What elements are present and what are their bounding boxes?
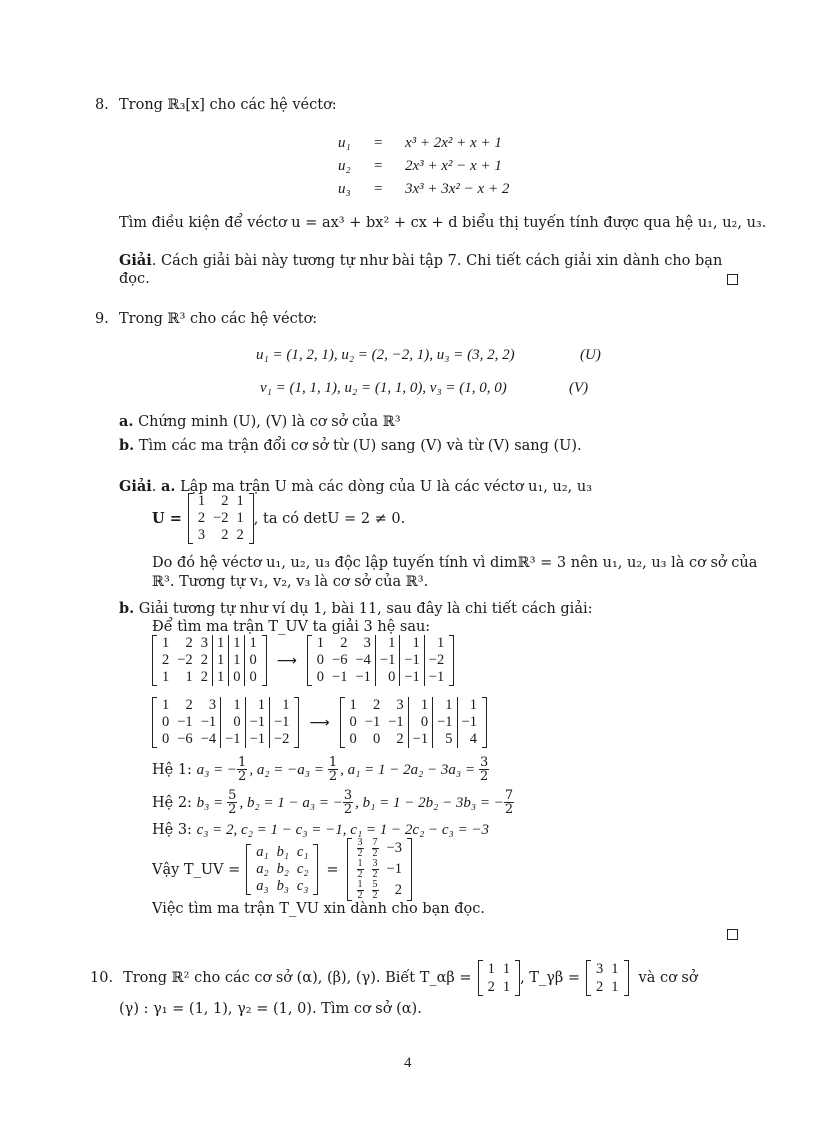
p8-eq2-left: u₂ xyxy=(338,158,351,174)
Tval-cell: −1 xyxy=(386,861,402,877)
M2-row xyxy=(592,960,623,978)
aug-matrix-2 xyxy=(307,635,454,686)
page-number: 4 xyxy=(404,1055,412,1071)
aug3-row xyxy=(158,714,293,731)
Tsym-row xyxy=(252,844,312,861)
aug2-cell: 1 xyxy=(400,635,424,652)
p10-text2: và cơ sở xyxy=(638,970,698,986)
aug2-cell: 1 xyxy=(424,635,448,652)
Umat-cell: 2 xyxy=(197,510,206,526)
T-value-matrix xyxy=(347,838,412,901)
he1-label: Hệ 1: xyxy=(152,761,192,778)
aug2-cell: −4 xyxy=(355,652,371,668)
aug2-row xyxy=(313,635,448,652)
aug1-cell: 2 xyxy=(162,652,170,668)
aug3-cell: −4 xyxy=(200,731,217,747)
Umat-cell: 2 xyxy=(221,527,229,543)
aug2-cell: 1 xyxy=(316,635,325,651)
he2-frac-1 xyxy=(227,789,237,816)
M1-cell: 1 xyxy=(502,979,511,995)
aug2-cell: −1 xyxy=(375,652,399,669)
aug3-cell: −1 xyxy=(245,731,269,748)
p8-eq3-sign: = xyxy=(374,181,383,197)
Umat-cell: 3 xyxy=(197,527,206,543)
aug3-cell: 1 xyxy=(270,697,294,714)
aug1-cell: 1 xyxy=(212,669,228,686)
p8-eq2-right: 2x³ + x² − x + 1 xyxy=(405,158,502,174)
he1-f3-den: 2 xyxy=(480,769,489,784)
Tval-cell: $\frac{1}{2}$ xyxy=(357,879,363,901)
M2-cell: 1 xyxy=(611,979,619,995)
M1-row xyxy=(484,960,515,978)
p8-eq3-right: 3x³ + 3x² − x + 2 xyxy=(405,181,510,197)
Tval-cell: $\frac{7}{2}$ xyxy=(372,837,378,859)
he2-part-c: , b₁ = 1 − 2b₂ − 3b₃ = − xyxy=(355,794,504,811)
aug4-cell: 2 xyxy=(372,697,381,713)
aug4-cell: 2 xyxy=(396,731,404,747)
aug2-row xyxy=(313,652,448,669)
p9-V-line: v₁ = (1, 1, 1), u₂ = (1, 1, 0), v₃ = (1, 0, 0) xyxy=(260,380,507,396)
p8-eq1-right: x³ + 2x² + x + 1 xyxy=(405,135,502,151)
Umat-cell: 2 xyxy=(236,527,244,543)
he2-f2-num: 3 xyxy=(343,788,353,803)
aug3-cell: −2 xyxy=(270,731,294,748)
p9-a-text: Chứng minh (U), (V) là cơ sở của ℝ³ xyxy=(138,414,401,430)
he3-text: c₃ = 2, c₂ = 1 − c₃ = −1, c₁ = 1 − 2c₂ − c₃ = −3 xyxy=(196,822,490,838)
aug4-cell: 0 xyxy=(408,714,432,731)
aug4-cell: 0 xyxy=(349,714,357,730)
he1-line xyxy=(152,756,489,783)
T-alpha-beta-matrix xyxy=(478,960,521,996)
aug4-cell: −1 xyxy=(457,714,481,731)
aug2-cell: 2 xyxy=(340,635,348,651)
Tsym-cell: a₁ xyxy=(256,844,269,860)
vay-label: Vậy T_UV = xyxy=(152,861,241,878)
aug2-cell: 0 xyxy=(375,669,399,686)
aug3-row xyxy=(158,697,293,714)
aug-matrix-3 xyxy=(152,697,299,748)
aug4-cell: 0 xyxy=(349,731,357,747)
aug-row-2 xyxy=(152,697,487,748)
aug3-cell: 0 xyxy=(162,731,170,747)
p8-solution-label: Giải xyxy=(119,252,152,269)
vay-row xyxy=(152,838,412,901)
aug4-cell: 0 xyxy=(372,731,381,747)
aug1-cell: 0 xyxy=(245,652,261,669)
he2-frac-3 xyxy=(504,789,514,816)
aug3-cell: −1 xyxy=(245,714,269,731)
aug1-cell: 2 xyxy=(200,652,208,668)
p10-number: 10. xyxy=(90,970,114,986)
aug1-cell: 1 xyxy=(212,635,228,652)
M1-row xyxy=(484,978,515,996)
Umat-row xyxy=(194,510,248,527)
page: 8. Trong ℝ₃[x] cho các hệ véctơ: u₁ = x³ + 2x² + x + 1 u₂ = 2x³ + x² − x + 1 u₃ = 3x³ + 3x² − x + 2 Tìm điều kiện để véctơ u = ax³ + bx² + cx + d biểu thị tuyến tính được qua hệ u₁, u₂, u₃. Giải. Cách giải bài này tương tự như bài tập 7. Chi tiết cách giải xin dành cho bạn đọc. 9. Trong ℝ³ cho các hệ véctơ: u₁ = (1, 2, 1), u₂ = (2, −2, 1), u₃ = (3, 2, 2) (U) v₁ = (1, 1, 1), u₂ = (1, 1, 0), v₃ = (1, 0, 0) (V) a. Chứng minh (U), (V) là cơ sở của ℝ³ b. Tìm các ma trận đổi cơ sở từ (U) sang (V) và từ (V) sang (U). Giải. a. Lập ma trận U mà các dòng của U là các véctơ u₁, u₂, u₃ U = 1 2 1 2 −2 1 3 2 2 , ta có detU = 2 ≠ 0. Do đó hệ véctơ u₁, u₂, u₃ độc lập tuyến tính vì dimℝ³ = 3 nên u₁, u₂, u₃ là cơ sở của ℝ³. Tương tự v₁, v₂, v₃ là cơ sở của ℝ³. b. Giải tương tự như ví dụ 1, bài 11, sau đây là chi tiết cách giải: Để tìm ma trận T_UV ta giải 3 hệ sau: 1 2 3 1 1 1 2 −2 2 1 1 0 1 1 2 1 0 0 ⟶ 1 2 3 1 1 1 0 −6 −4 −1 −1 −2 0 −1 −1 0 −1 −1 1 2 3 1 1 1 0 −1 −1 0 −1 −1 0 −6 −4 −1 −1 −2 ⟶ 1 2 3 1 1 1 0 −1 −1 0 −1 −1 0 0 2 −1 5 4 Hệ 1: a₃ = − $\frac{1}{2}$ , a₂ = −a₃ = $\frac{1}{2}$ , a₁ = 1 − 2a₂ − 3a₃ = $\frac{3}{2}$ Hệ 2: b₃ = $\frac{5}{2}$ , b₂ = 1 − a₃ = − $\frac{3}{2}$ , b₁ = 1 − 2b₂ − 3b₃ = − $\frac{7}{2}$ Hệ 3: c₃ = 2, c₂ = 1 − c₃ = −1, c₁ = 1 − 2c₂ − c₃ = −3 Vậy T_UV = a₁ b₁ c₁ a₂ b₂ c₂ a₃ b₃ c₃ = $\frac{3}{2}$ $\frac{7}{2}$ −3 $\frac{1}{2}$ $\frac{3}{2}$ −1 $\frac{1}{2}$ $\frac{5}{2}$ 2 Việc tìm ma trận T_VU xin dành cho bạn đọc. 10. Trong ℝ² cho các cơ sở (α), (β), (γ). Biết T_αβ = 1 1 2 1 , T_γβ = 3 1 2 1 và cơ sở (γ) : γ₁ = (1, 1), γ₂ = (1, 0). Tìm cơ sở (α). 4 xyxy=(90,97,767,1071)
he1-f2-num: 1 xyxy=(328,755,338,770)
p8-eq1-left: u₁ xyxy=(338,135,351,151)
p8-eq2-sign: = xyxy=(374,158,383,174)
p9-sol-a-label: a. xyxy=(161,478,176,495)
p9-number: 9. xyxy=(95,311,109,327)
aug1-cell: 2 xyxy=(200,669,208,685)
aug2-cell: −1 xyxy=(424,669,448,686)
Tval-cell: $\frac{3}{2}$ xyxy=(357,837,363,859)
aug-matrix-1 xyxy=(152,635,267,686)
p10-line1 xyxy=(90,960,698,996)
aug4-cell: 1 xyxy=(433,697,457,714)
he3-label: Hệ 3: xyxy=(152,822,192,838)
he2-f2-den: 2 xyxy=(343,802,353,817)
aug2-cell: −6 xyxy=(332,652,348,668)
aug3-cell: −1 xyxy=(270,714,294,731)
p8-eq1-sign: = xyxy=(374,135,383,151)
p8-solution-text1: . Cách giải bài này tương tự như bài tập 7. Chi tiết cách giải xin dành cho bạn xyxy=(151,253,723,269)
aug2-cell: −2 xyxy=(424,652,448,669)
M2-row xyxy=(592,978,623,996)
Tsym-cell: b₃ xyxy=(276,878,289,894)
Tsym-cell: c₂ xyxy=(296,861,309,877)
he1-frac-3 xyxy=(479,756,489,783)
aug4-row xyxy=(346,697,481,714)
he2-part-a: b₃ = xyxy=(196,794,224,811)
he2-part-b: , b₂ = 1 − a₃ = − xyxy=(239,794,343,811)
Umat-cell: 1 xyxy=(236,493,244,509)
U-matrix-row xyxy=(152,493,405,544)
aug3-cell: −1 xyxy=(221,731,245,748)
p8-task: Tìm điều kiện để véctơ u = ax³ + bx² + cx + d biểu thị tuyến tính được qua hệ u₁, u₂, u₃. xyxy=(119,215,767,231)
he1-frac-2 xyxy=(328,756,338,783)
aug2-row xyxy=(313,669,448,686)
M1-cell: 2 xyxy=(487,979,495,995)
aug1-row xyxy=(158,669,261,686)
p9-sol-b-text: Giải tương tự như ví dụ 1, bài 11, sau đây là chi tiết cách giải: xyxy=(138,601,593,617)
he2-f1-num: 5 xyxy=(228,788,237,803)
aug2-cell: 1 xyxy=(375,635,399,652)
p9-qed-box xyxy=(727,929,738,940)
p8-qed-box xyxy=(727,274,738,285)
M2-cell: 1 xyxy=(611,961,619,977)
aug3-cell: −1 xyxy=(200,714,217,730)
aug1-cell: 3 xyxy=(200,635,208,651)
aug2-cell: 3 xyxy=(363,635,371,651)
Tval-cell: $\frac{3}{2}$ xyxy=(372,858,378,880)
T-symbolic-matrix xyxy=(246,844,318,895)
det-text: , ta có detU = 2 ≠ 0. xyxy=(253,510,406,527)
p9-U-line: u₁ = (1, 2, 1), u₂ = (2, −2, 1), u₃ = (3, 2, 2) xyxy=(256,347,515,363)
aug4-row xyxy=(346,731,481,748)
aug1-cell: 1 xyxy=(212,652,228,669)
aug1-cell: 2 xyxy=(185,635,193,651)
aug3-cell: 1 xyxy=(221,697,245,714)
Tsym-cell: c₁ xyxy=(296,844,309,860)
aug1-cell: 1 xyxy=(162,669,170,685)
he2-f3-den: 2 xyxy=(504,802,514,817)
aug4-cell: 5 xyxy=(433,731,457,748)
aug4-cell: 1 xyxy=(457,697,481,714)
T-equals: = xyxy=(326,861,339,878)
Tsym-cell: b₂ xyxy=(276,861,289,877)
aug4-cell: −1 xyxy=(408,731,432,748)
U-label: U = xyxy=(152,509,182,527)
aug-matrix-4 xyxy=(340,697,487,748)
M2-cell: 3 xyxy=(596,961,604,977)
Tval-row xyxy=(353,859,406,880)
M1-cell: 1 xyxy=(487,961,495,977)
aug1-cell: 0 xyxy=(245,669,261,686)
aug-row-1 xyxy=(152,635,454,686)
aug4-cell: −1 xyxy=(388,714,404,730)
Tsym-cell: b₁ xyxy=(276,844,289,860)
Tval-cell: −3 xyxy=(386,840,402,856)
he1-part-a: a₃ = − xyxy=(196,761,238,778)
U-matrix xyxy=(188,493,254,544)
Tval-row xyxy=(353,880,406,901)
p8-number: 8. xyxy=(95,97,109,113)
p9-sol-a-text: Lập ma trận U mà các dòng của U là các véctơ u₁, u₂, u₃ xyxy=(180,479,593,495)
Tsym-row xyxy=(252,878,312,895)
aug2-cell: −1 xyxy=(355,669,371,685)
Tsym-cell: a₃ xyxy=(256,878,269,894)
aug1-cell: 1 xyxy=(229,652,245,669)
p9-viec: Việc tìm ma trận T_VU xin dành cho bạn đọc. xyxy=(152,901,485,917)
p10-mid: , T_γβ = xyxy=(520,970,581,986)
aug2-cell: −1 xyxy=(400,652,424,669)
aug3-cell: 0 xyxy=(221,714,245,731)
T-gamma-beta-matrix xyxy=(586,960,629,996)
Umat-cell: −2 xyxy=(213,510,229,526)
aug4-row xyxy=(346,714,481,731)
aug3-cell: 3 xyxy=(208,697,217,713)
he2-line xyxy=(152,789,514,816)
aug4-cell: 3 xyxy=(396,697,404,713)
Tval-row xyxy=(353,838,406,859)
p9-solution-label: Giải xyxy=(119,478,152,495)
p9-b-label: b. xyxy=(119,437,135,454)
he2-label: Hệ 2: xyxy=(152,794,192,811)
p8-eq3-left: u₃ xyxy=(338,181,351,197)
aug3-cell: −6 xyxy=(177,731,193,747)
aug1-row xyxy=(158,635,261,652)
aug3-cell: −1 xyxy=(177,714,193,730)
aug2-cell: 0 xyxy=(316,669,325,685)
aug1-row xyxy=(158,652,261,669)
he1-f1-num: 1 xyxy=(238,755,247,770)
p10-line2: (γ) : γ₁ = (1, 1), γ₂ = (1, 0). Tìm cơ sở (α). xyxy=(119,1001,422,1017)
Tval-cell: $\frac{5}{2}$ xyxy=(372,879,378,901)
p9-do-line2: ℝ³. Tương tự v₁, v₂, v₃ là cơ sở của ℝ³. xyxy=(152,574,429,590)
aug1-cell: 1 xyxy=(245,635,261,652)
M1-cell: 1 xyxy=(502,961,511,977)
Tsym-cell: a₂ xyxy=(256,861,269,877)
p9-sol-b-label: b. xyxy=(119,600,135,617)
aug2-cell: −1 xyxy=(332,669,348,685)
aug4-cell: 1 xyxy=(349,697,357,713)
p9-do-line1: Do đó hệ véctơ u₁, u₂, u₃ độc lập tuyến tính vì dimℝ³ = 3 nên u₁, u₂, u₃ là cơ sở của xyxy=(152,555,758,571)
aug1-cell: 0 xyxy=(229,669,245,686)
aug3-cell: 2 xyxy=(185,697,193,713)
aug4-cell: −1 xyxy=(433,714,457,731)
aug3-row xyxy=(158,731,293,748)
Tsym-row xyxy=(252,861,312,878)
aug1-cell: −2 xyxy=(177,652,193,668)
aug4-cell: 1 xyxy=(408,697,432,714)
p8-solution-text2: đọc. xyxy=(119,271,150,287)
he2-frac-2 xyxy=(343,789,353,816)
he1-part-c: , a₁ = 1 − 2a₂ − 3a₃ = xyxy=(340,761,476,778)
aug1-cell: 1 xyxy=(229,635,245,652)
he1-f3-num: 3 xyxy=(480,755,489,770)
p9-a-label: a. xyxy=(119,413,134,430)
Umat-cell: 1 xyxy=(197,493,206,509)
aug1-cell: 1 xyxy=(162,635,170,651)
p8-intro: Trong ℝ₃[x] cho các hệ véctơ: xyxy=(119,97,337,113)
Umat-row xyxy=(194,493,248,510)
he3-line xyxy=(152,821,489,839)
he1-f2-den: 2 xyxy=(328,769,338,784)
aug3-cell: 1 xyxy=(162,697,170,713)
he1-frac-1 xyxy=(237,756,247,783)
Umat-row xyxy=(194,527,248,544)
Umat-cell: 1 xyxy=(236,510,244,526)
p9-U-tag: (U) xyxy=(580,347,601,363)
p9-find-text: Để tìm ma trận T_UV ta giải 3 hệ sau: xyxy=(152,619,431,635)
Umat-cell: 2 xyxy=(221,493,229,509)
he2-f1-den: 2 xyxy=(228,802,237,817)
he2-f3-num: 7 xyxy=(504,788,514,803)
aug4-cell: 4 xyxy=(457,731,481,748)
p9-intro: Trong ℝ³ cho các hệ véctơ: xyxy=(119,311,318,327)
M2-cell: 2 xyxy=(596,979,604,995)
aug3-cell: 0 xyxy=(162,714,170,730)
p9-b-text: Tìm các ma trận đổi cơ sở từ (U) sang (V) và từ (V) sang (U). xyxy=(138,438,582,454)
Tval-cell: $\frac{1}{2}$ xyxy=(357,858,363,880)
arrow-1: ⟶ xyxy=(276,652,297,669)
he1-part-b: , a₂ = −a₃ = xyxy=(249,761,324,778)
aug3-cell: 1 xyxy=(245,697,269,714)
aug2-cell: −1 xyxy=(400,669,424,686)
p10-text1: Trong ℝ² cho các cơ sở (α), (β), (γ). Biết T_αβ = xyxy=(123,970,472,986)
Tval-cell: 2 xyxy=(394,882,402,898)
Tsym-cell: c₃ xyxy=(296,878,309,894)
p9-V-tag: (V) xyxy=(569,380,589,396)
arrow-2: ⟶ xyxy=(309,714,330,731)
he1-f1-den: 2 xyxy=(238,769,247,784)
aug1-cell: 1 xyxy=(185,669,193,685)
aug4-cell: −1 xyxy=(364,714,381,730)
aug2-cell: 0 xyxy=(316,652,325,668)
